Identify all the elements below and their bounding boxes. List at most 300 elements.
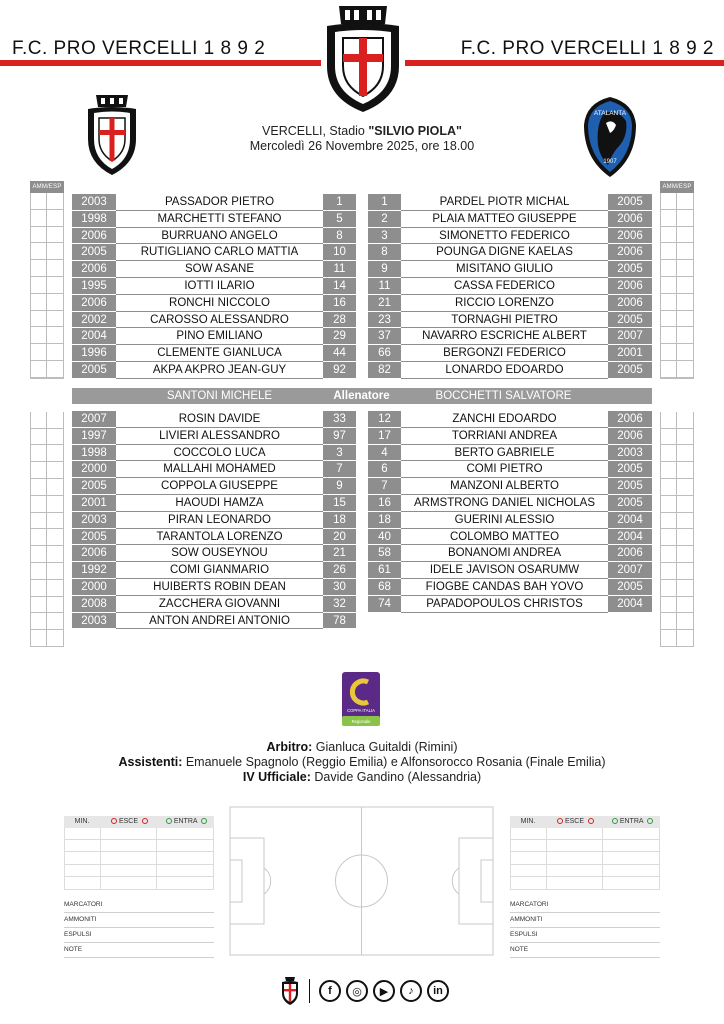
player-row	[72, 512, 356, 529]
red-card-box[interactable]	[677, 243, 694, 260]
red-card-box[interactable]	[47, 546, 64, 563]
yellow-card-box[interactable]	[660, 260, 677, 277]
red-card-box[interactable]	[47, 630, 64, 647]
player-name: CAROSSO ALESSANDRO	[116, 312, 323, 329]
card-box-row[interactable]	[660, 277, 694, 294]
card-box-row[interactable]	[30, 412, 64, 429]
home-substitutions-table	[64, 816, 214, 958]
player-name: HUIBERTS ROBIN DEAN	[116, 579, 323, 596]
player-number: 3	[368, 228, 401, 245]
yellow-card-box[interactable]	[660, 597, 677, 614]
player-number: 78	[323, 613, 356, 630]
red-card-box[interactable]	[47, 294, 64, 311]
player-row	[368, 211, 652, 228]
player-row	[368, 545, 652, 562]
red-card-box[interactable]	[47, 260, 64, 277]
coppa-regionale: Regionale	[351, 719, 371, 724]
player-name: NAVARRO ESCRICHE ALBERT	[401, 328, 608, 345]
yellow-card-box[interactable]	[660, 462, 677, 479]
player-number: 16	[368, 495, 401, 512]
player-row	[72, 328, 356, 345]
atalanta-year: 1907	[603, 159, 617, 165]
amm-esp-header: AMM/ESP	[660, 181, 694, 193]
player-name: PAPADOPOULOS CHRISTOS	[401, 596, 608, 613]
yellow-card-box[interactable]	[30, 597, 47, 614]
card-box-row[interactable]	[30, 294, 64, 311]
player-year: 1996	[72, 345, 116, 362]
red-card-box[interactable]	[47, 613, 64, 630]
card-box-row[interactable]	[660, 227, 694, 244]
player-year: 1997	[72, 428, 116, 445]
player-year: 2003	[72, 613, 116, 630]
player-row	[72, 312, 356, 329]
marcatori-label: MARCATORI	[510, 898, 660, 913]
player-name: BONANOMI ANDREA	[401, 545, 608, 562]
match-date: Mercoledì 26 Novembre 2025, ore 18.00	[249, 139, 475, 153]
card-box-row[interactable]	[660, 260, 694, 277]
yellow-card-box[interactable]	[30, 529, 47, 546]
red-card-box[interactable]	[47, 361, 64, 378]
entra-header: ENTRA	[619, 818, 644, 825]
player-year: 2005	[72, 478, 116, 495]
yellow-card-box[interactable]	[30, 412, 47, 429]
player-row	[72, 428, 356, 445]
player-number: 4	[368, 445, 401, 462]
player-number: 11	[323, 261, 356, 278]
player-number: 9	[368, 261, 401, 278]
red-card-box[interactable]	[47, 412, 64, 429]
subs-grid	[64, 828, 214, 890]
yellow-card-box[interactable]	[30, 327, 47, 344]
yellow-card-box[interactable]	[30, 513, 47, 530]
card-box-row[interactable]	[30, 429, 64, 446]
card-box-row[interactable]	[30, 227, 64, 244]
card-box-row[interactable]	[30, 311, 64, 328]
red-card-box[interactable]	[677, 496, 694, 513]
yellow-card-box[interactable]	[30, 227, 47, 244]
card-box-row[interactable]	[30, 344, 64, 361]
yellow-card-box[interactable]	[30, 344, 47, 361]
red-card-box[interactable]	[677, 311, 694, 328]
match-info	[0, 124, 724, 154]
yellow-card-box[interactable]	[30, 243, 47, 260]
player-name: COMI GIANMARIO	[116, 562, 323, 579]
card-box-row[interactable]	[30, 193, 64, 210]
red-card-box[interactable]	[47, 496, 64, 513]
yellow-card-box[interactable]	[660, 344, 677, 361]
yellow-card-box[interactable]	[30, 630, 47, 647]
player-number: 15	[323, 495, 356, 512]
yellow-card-box[interactable]	[660, 429, 677, 446]
card-box-row[interactable]	[30, 462, 64, 479]
card-box-row[interactable]	[660, 243, 694, 260]
player-name: SOW ASANE	[116, 261, 323, 278]
coach-row	[72, 388, 652, 404]
player-number: 1	[368, 194, 401, 211]
card-box-row[interactable]	[660, 429, 694, 446]
player-number: 12	[368, 411, 401, 428]
player-year: 2004	[72, 328, 116, 345]
youtube-icon[interactable]: ▶	[373, 980, 395, 1002]
player-row	[368, 445, 652, 462]
player-year: 2005	[608, 478, 652, 495]
card-box-row[interactable]	[660, 513, 694, 530]
player-row	[72, 244, 356, 261]
yellow-card-box[interactable]	[660, 580, 677, 597]
coach-label: Allenatore	[333, 390, 390, 402]
yellow-card-box[interactable]	[660, 412, 677, 429]
player-row	[72, 278, 356, 295]
esce-header: ESCE	[118, 818, 139, 825]
player-row	[368, 244, 652, 261]
player-year: 2004	[608, 512, 652, 529]
home-coach: SANTONI MICHELE	[166, 390, 273, 402]
player-year: 2005	[608, 495, 652, 512]
player-number: 40	[368, 529, 401, 546]
card-box-row[interactable]	[660, 462, 694, 479]
red-card-box[interactable]	[677, 513, 694, 530]
red-card-box[interactable]	[677, 412, 694, 429]
red-card-box[interactable]	[47, 445, 64, 462]
red-card-box[interactable]	[47, 327, 64, 344]
red-card-box[interactable]	[677, 327, 694, 344]
min-header: MIN.	[520, 818, 536, 825]
red-card-box[interactable]	[47, 563, 64, 580]
player-number: 14	[323, 278, 356, 295]
card-box-row[interactable]	[660, 412, 694, 429]
red-card-box[interactable]	[677, 361, 694, 378]
referee-name: Gianluca Guitaldi (Rimini)	[312, 740, 458, 754]
player-number: 21	[368, 295, 401, 312]
yellow-card-box[interactable]	[30, 462, 47, 479]
player-number: 44	[323, 345, 356, 362]
card-box-row[interactable]	[660, 361, 694, 378]
card-box-row[interactable]	[30, 496, 64, 513]
player-row	[368, 411, 652, 428]
card-box-row[interactable]	[660, 546, 694, 563]
red-card-box[interactable]	[677, 277, 694, 294]
player-name: GUERINI ALESSIO	[401, 512, 608, 529]
red-card-box[interactable]	[677, 546, 694, 563]
facebook-icon[interactable]: f	[319, 980, 341, 1002]
player-row	[368, 461, 652, 478]
player-year: 2005	[608, 579, 652, 596]
home-subs-list	[72, 411, 356, 629]
player-name: COMI PIETRO	[401, 461, 608, 478]
player-row	[72, 562, 356, 579]
player-row	[72, 211, 356, 228]
player-row	[72, 478, 356, 495]
card-box-row[interactable]	[660, 445, 694, 462]
yellow-card-box[interactable]	[660, 563, 677, 580]
player-year: 2006	[608, 411, 652, 428]
fourth-official-label: IV Ufficiale:	[242, 770, 311, 784]
red-card-box[interactable]	[47, 513, 64, 530]
card-box-row[interactable]	[30, 260, 64, 277]
yellow-card-box[interactable]	[30, 580, 47, 597]
yellow-card-box[interactable]	[660, 613, 677, 630]
referee-label: Arbitro:	[266, 740, 313, 754]
player-name: COCCOLO LUCA	[116, 445, 323, 462]
yellow-card-box[interactable]	[30, 277, 47, 294]
player-year: 2005	[608, 194, 652, 211]
player-year: 2000	[72, 461, 116, 478]
player-year: 2004	[608, 596, 652, 613]
card-box-row[interactable]	[660, 496, 694, 513]
home-starters-list	[72, 194, 356, 379]
espulsi-label: ESPULSI	[64, 928, 214, 943]
card-box-row[interactable]	[660, 210, 694, 227]
player-name: ZACCHERA GIOVANNI	[116, 596, 323, 613]
red-card-box[interactable]	[677, 260, 694, 277]
yellow-card-box[interactable]	[660, 479, 677, 496]
card-box-row[interactable]	[30, 277, 64, 294]
red-card-box[interactable]	[677, 193, 694, 210]
player-name: IDELE JAVISON OSARUMW	[401, 562, 608, 579]
card-box-row[interactable]	[30, 243, 64, 260]
player-number: 7	[323, 461, 356, 478]
red-card-box[interactable]	[47, 580, 64, 597]
red-card-box[interactable]	[677, 294, 694, 311]
yellow-card-box[interactable]	[30, 479, 47, 496]
player-name: ZANCHI EDOARDO	[401, 411, 608, 428]
yellow-card-box[interactable]	[30, 445, 47, 462]
player-number: 26	[323, 562, 356, 579]
yellow-card-box[interactable]	[660, 210, 677, 227]
officials-block	[0, 740, 724, 785]
player-name: RONCHI NICCOLO	[116, 295, 323, 312]
player-row	[368, 478, 652, 495]
yellow-card-box[interactable]	[660, 294, 677, 311]
player-name: TARANTOLA LORENZO	[116, 529, 323, 546]
player-year: 1998	[72, 211, 116, 228]
player-year: 2005	[72, 529, 116, 546]
instagram-icon[interactable]: ◎	[346, 980, 368, 1002]
yellow-card-box[interactable]	[30, 210, 47, 227]
footer-separator	[309, 979, 310, 1003]
card-box-row[interactable]	[30, 597, 64, 614]
card-box-row[interactable]	[660, 327, 694, 344]
player-year: 2007	[608, 328, 652, 345]
card-box-row[interactable]	[660, 311, 694, 328]
card-box-row[interactable]	[660, 563, 694, 580]
yellow-card-box[interactable]	[30, 193, 47, 210]
red-card-box[interactable]	[47, 462, 64, 479]
red-card-box[interactable]	[677, 462, 694, 479]
red-card-box[interactable]	[677, 210, 694, 227]
red-card-box[interactable]	[677, 429, 694, 446]
player-year: 2003	[72, 194, 116, 211]
player-year: 2005	[72, 362, 116, 379]
red-card-box[interactable]	[47, 479, 64, 496]
player-row	[72, 345, 356, 362]
yellow-card-box[interactable]	[660, 227, 677, 244]
player-row	[368, 562, 652, 579]
red-card-box[interactable]	[47, 210, 64, 227]
player-year: 2006	[72, 295, 116, 312]
player-number: 16	[323, 295, 356, 312]
yellow-card-box[interactable]	[30, 496, 47, 513]
player-number: 18	[323, 512, 356, 529]
in-icon	[612, 818, 618, 824]
player-year: 2007	[608, 562, 652, 579]
linkedin-icon[interactable]: in	[427, 980, 449, 1002]
red-card-box[interactable]	[677, 529, 694, 546]
yellow-card-box[interactable]	[660, 546, 677, 563]
red-card-box[interactable]	[47, 243, 64, 260]
red-card-box[interactable]	[677, 344, 694, 361]
player-name: AKPA AKPRO JEAN-GUY	[116, 362, 323, 379]
red-card-box[interactable]	[47, 429, 64, 446]
player-name: MARCHETTI STEFANO	[116, 211, 323, 228]
yellow-card-box[interactable]	[660, 529, 677, 546]
player-number: 18	[368, 512, 401, 529]
red-card-box[interactable]	[677, 597, 694, 614]
yellow-card-box[interactable]	[30, 260, 47, 277]
yellow-card-box[interactable]	[30, 563, 47, 580]
red-card-box[interactable]	[677, 580, 694, 597]
footer-social	[280, 976, 449, 1006]
red-card-box[interactable]	[47, 344, 64, 361]
home-amm-esp-boxes	[30, 181, 64, 647]
player-year: 2006	[72, 228, 116, 245]
assistants-names: Emanuele Spagnolo (Reggio Emilia) e Alfonsorocco Rosania (Finale Emilia)	[182, 755, 606, 769]
player-number: 29	[323, 328, 356, 345]
yellow-card-box[interactable]	[660, 311, 677, 328]
player-row	[368, 495, 652, 512]
yellow-card-box[interactable]	[30, 613, 47, 630]
yellow-card-box[interactable]	[660, 277, 677, 294]
card-box-row[interactable]	[660, 529, 694, 546]
player-name: CASSA FEDERICO	[401, 278, 608, 295]
player-number: 28	[323, 312, 356, 329]
player-name: COLOMBO MATTEO	[401, 529, 608, 546]
out-icon	[111, 818, 117, 824]
red-card-box[interactable]	[47, 311, 64, 328]
player-year: 2001	[608, 345, 652, 362]
yellow-card-box[interactable]	[660, 445, 677, 462]
player-year: 2001	[72, 495, 116, 512]
player-number: 9	[323, 478, 356, 495]
player-row	[72, 579, 356, 596]
player-name: ANTON ANDREI ANTONIO	[116, 613, 323, 630]
card-box-row[interactable]	[30, 630, 64, 647]
card-box-row[interactable]	[660, 294, 694, 311]
red-card-box[interactable]	[677, 613, 694, 630]
player-row	[72, 194, 356, 211]
red-card-box[interactable]	[47, 597, 64, 614]
card-box-row[interactable]	[30, 361, 64, 378]
entra-header: ENTRA	[173, 818, 198, 825]
player-name: BERTO GABRIELE	[401, 445, 608, 462]
card-box-row[interactable]	[660, 597, 694, 614]
card-box-row[interactable]	[30, 479, 64, 496]
yellow-card-box[interactable]	[660, 630, 677, 647]
card-box-row[interactable]	[660, 613, 694, 630]
card-box-row[interactable]	[30, 563, 64, 580]
card-box-row[interactable]	[30, 445, 64, 462]
marcatori-label: MARCATORI	[64, 898, 214, 913]
player-row	[72, 461, 356, 478]
yellow-card-box[interactable]	[660, 496, 677, 513]
player-year: 2006	[72, 261, 116, 278]
player-number: 8	[368, 244, 401, 261]
player-name: HAOUDI HAMZA	[116, 495, 323, 512]
player-number: 2	[368, 211, 401, 228]
red-card-box[interactable]	[677, 563, 694, 580]
tiktok-icon[interactable]: ♪	[400, 980, 422, 1002]
red-card-box[interactable]	[47, 277, 64, 294]
card-box-row[interactable]	[30, 210, 64, 227]
yellow-card-box[interactable]	[30, 311, 47, 328]
player-name: IOTTI ILARIO	[116, 278, 323, 295]
yellow-card-box[interactable]	[30, 361, 47, 378]
yellow-card-box[interactable]	[660, 513, 677, 530]
card-box-row[interactable]	[30, 580, 64, 597]
card-box-row[interactable]	[30, 513, 64, 530]
red-card-box[interactable]	[47, 529, 64, 546]
player-year: 1995	[72, 278, 116, 295]
yellow-card-box[interactable]	[660, 361, 677, 378]
player-number: 3	[323, 445, 356, 462]
player-year: 2002	[72, 312, 116, 329]
player-year: 2005	[608, 362, 652, 379]
player-number: 97	[323, 428, 356, 445]
player-row	[72, 295, 356, 312]
player-number: 21	[323, 545, 356, 562]
player-name: MALLAHI MOHAMED	[116, 461, 323, 478]
card-box-row[interactable]	[30, 327, 64, 344]
red-card-box[interactable]	[677, 227, 694, 244]
card-box-row[interactable]	[30, 529, 64, 546]
red-card-box[interactable]	[47, 227, 64, 244]
card-box-row[interactable]	[30, 613, 64, 630]
player-name: SIMONETTO FEDERICO	[401, 228, 608, 245]
card-box-row[interactable]	[660, 630, 694, 647]
player-name: BERGONZI FEDERICO	[401, 345, 608, 362]
yellow-card-box[interactable]	[30, 546, 47, 563]
yellow-card-box[interactable]	[660, 193, 677, 210]
player-row	[368, 278, 652, 295]
yellow-card-box[interactable]	[660, 243, 677, 260]
red-card-box[interactable]	[677, 479, 694, 496]
note-label: NOTE	[510, 943, 660, 958]
player-name: LIVIERI ALESSANDRO	[116, 428, 323, 445]
player-number: 10	[323, 244, 356, 261]
card-box-row[interactable]	[660, 580, 694, 597]
red-card-box[interactable]	[677, 445, 694, 462]
player-row	[368, 579, 652, 596]
player-row	[72, 529, 356, 546]
out-icon	[142, 818, 148, 824]
red-card-box[interactable]	[677, 630, 694, 647]
player-row	[72, 362, 356, 379]
card-box-row[interactable]	[660, 479, 694, 496]
red-card-box[interactable]	[47, 193, 64, 210]
espulsi-label: ESPULSI	[510, 928, 660, 943]
card-box-row[interactable]	[660, 344, 694, 361]
yellow-card-box[interactable]	[660, 327, 677, 344]
yellow-card-box[interactable]	[30, 294, 47, 311]
player-name: MANZONI ALBERTO	[401, 478, 608, 495]
player-row	[72, 261, 356, 278]
atalanta-text: ATALANTA	[593, 110, 627, 117]
card-box-row[interactable]	[660, 193, 694, 210]
yellow-card-box[interactable]	[30, 429, 47, 446]
player-row	[368, 345, 652, 362]
card-box-row[interactable]	[30, 546, 64, 563]
player-number: 1	[323, 194, 356, 211]
